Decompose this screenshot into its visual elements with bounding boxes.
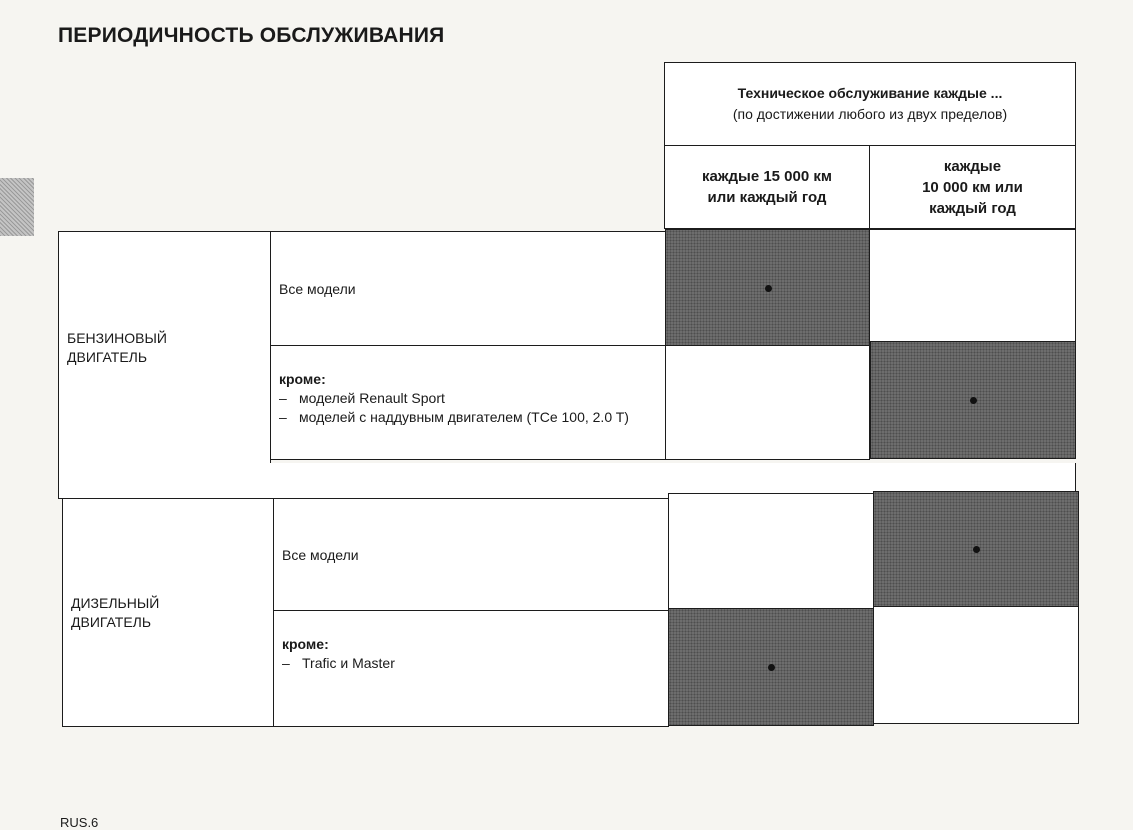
diesel-exceptions-label bbox=[273, 610, 669, 727]
group-label-petrol-engine bbox=[58, 231, 271, 464]
column-header-15000km bbox=[664, 145, 870, 229]
interval-marker-dot bbox=[765, 285, 772, 292]
group-label-diesel-line1: ДИЗЕЛЬНЫЙ bbox=[71, 594, 160, 611]
interval-marker-dot bbox=[973, 546, 980, 553]
column-header-10000km-line2: 10 000 км или bbox=[922, 178, 1023, 196]
group-label-diesel-engine bbox=[62, 498, 274, 727]
column-header-10000km-line3: каждый год bbox=[929, 199, 1016, 217]
group-label-petrol-line1: БЕНЗИНОВЫЙ bbox=[67, 329, 167, 346]
diesel-exceptions-10000km-cell bbox=[873, 606, 1079, 724]
petrol-all-models-text: Все модели bbox=[279, 280, 356, 297]
diesel-exceptions-15000km-cell bbox=[668, 608, 874, 726]
header-sub-text: (по достижении любого из двух пределов) bbox=[732, 106, 1008, 122]
page-number: RUS.6 bbox=[60, 815, 99, 830]
list-item: – моделей с наддувным двигателем (TCe 100, 2.0 T) bbox=[279, 408, 659, 427]
interval-marker-dot bbox=[970, 397, 977, 404]
petrol-exceptions-label bbox=[270, 345, 666, 460]
diesel-exceptions-lead: кроме: bbox=[282, 636, 329, 652]
group-label-diesel-line2: ДВИГАТЕЛЬ bbox=[71, 613, 152, 630]
list-item: – моделей Renault Sport bbox=[279, 389, 665, 408]
column-header-10000km-line1: каждые bbox=[943, 157, 1002, 175]
table-header-maintenance bbox=[664, 62, 1076, 146]
petrol-all-models-15000km-cell bbox=[665, 229, 870, 346]
header-main-text: Техническое обслуживание каждые ... bbox=[737, 85, 1003, 101]
group-label-petrol-line2: ДВИГАТЕЛЬ bbox=[67, 348, 148, 365]
column-header-10000km bbox=[869, 145, 1076, 229]
diesel-all-models-15000km-cell bbox=[668, 493, 874, 611]
diesel-exceptions-list bbox=[282, 654, 668, 673]
petrol-exceptions-15000km-cell bbox=[665, 345, 870, 460]
interval-marker-dot bbox=[768, 664, 775, 671]
page-title: ПЕРИОДИЧНОСТЬ ОБСЛУЖИВАНИЯ bbox=[58, 24, 445, 47]
list-item: – Trafic и Master bbox=[282, 654, 668, 673]
column-header-15000km-line1: каждые 15 000 км bbox=[702, 168, 832, 185]
section-tab-marker bbox=[0, 178, 34, 236]
diesel-all-models-10000km-cell bbox=[873, 491, 1079, 607]
diesel-all-models-label bbox=[273, 498, 669, 611]
petrol-exceptions-lead: кроме: bbox=[279, 371, 326, 387]
petrol-exceptions-10000km-cell bbox=[870, 341, 1076, 459]
diesel-all-models-text: Все модели bbox=[282, 546, 359, 563]
column-header-15000km-line2: или каждый год bbox=[707, 189, 827, 206]
petrol-all-models-10000km-cell bbox=[869, 229, 1076, 343]
petrol-all-models-label bbox=[270, 231, 666, 346]
petrol-exceptions-list bbox=[279, 389, 665, 427]
